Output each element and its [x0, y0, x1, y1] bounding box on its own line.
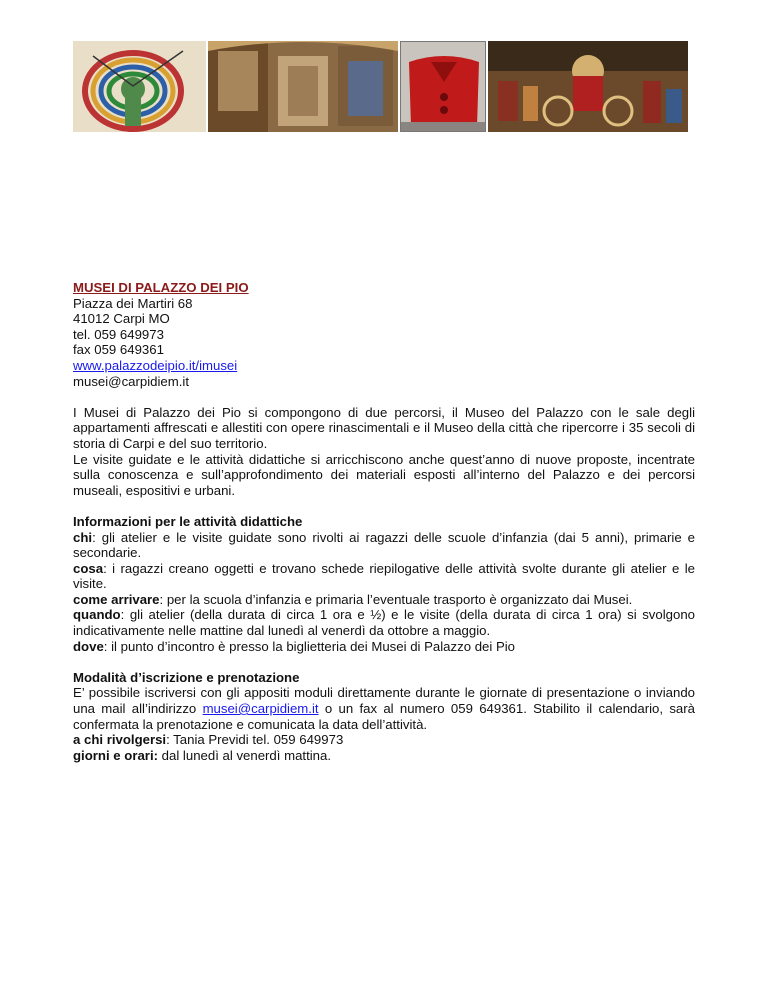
dove-text: : il punto d’incontro è presso la biglietteria dei Musei di Palazzo dei Pio	[103, 638, 516, 654]
museum-title: MUSEI DI PALAZZO DEI PIO	[73, 280, 249, 295]
booking-hours	[73, 748, 695, 764]
info-cosa	[73, 561, 695, 592]
info-dove	[73, 639, 695, 655]
banner-image-triumph-painting	[488, 41, 688, 132]
hours-label: giorni e orari:	[73, 747, 158, 763]
museum-email: musei@carpidiem.it	[73, 373, 189, 389]
intro-paragraph-2: Le visite guidate e le attività didattiche si arricchiscono anche quest’anno di nuove proposte, incentrate sulla conoscenza e sull’approfondimento dei materiali esposti all’interno del Palazzo e dei percorsi museali, espositivi e urbani.	[73, 451, 695, 498]
cosa-label: cosa	[73, 560, 104, 576]
info-quando	[73, 607, 695, 638]
arrivare-text: : per la scuola d’infanzia e primaria l’eventuale trasporto è organizzato dai Musei.	[159, 591, 633, 607]
museum-fax: fax 059 649361	[73, 342, 164, 358]
website-link[interactable]: www.palazzodeipio.it/imusei	[73, 357, 238, 373]
museum-telephone: tel. 059 649973	[73, 326, 164, 342]
booking-email-link[interactable]: musei@carpidiem.it	[202, 701, 319, 717]
chi-label: chi	[73, 529, 93, 545]
booking-text-after: o un fax al numero 059 649361. Stabilito il calendario, sarà confermata la prenotazione e comunicata la data dell’attività.	[73, 701, 695, 732]
info-heading: Informazioni per le attività didattiche	[73, 513, 303, 529]
booking-heading: Modalità d’iscrizione e prenotazione	[73, 669, 300, 685]
contact-text: : Tania Previdi tel. 059 649973	[166, 732, 344, 748]
info-chi	[73, 530, 695, 561]
quando-text: : gli atelier (della durata di circa 1 ora e ½) e le visite (della durata di circa 1 ora) si svolgono indicativamente nelle mattine dal lunedì al venerdì da ottobre a maggio.	[73, 607, 695, 639]
booking-text-before: E’ possibile iscriversi con gli appositi moduli direttamente durante le giornate di presentazione o inviando una mail all’indirizzo	[73, 685, 695, 717]
banner-image-frescoed-rooms	[208, 41, 398, 132]
banner-image-astrolabe	[73, 41, 206, 132]
museum-city: 41012 Carpi MO	[73, 311, 170, 327]
chi-text: : gli atelier e le visite guidate sono rivolti ai ragazzi delle scuole d’infanzia (dai 5 anni), primarie e secondarie.	[73, 529, 695, 561]
booking-paragraph	[73, 685, 695, 732]
banner-image-red-garment	[400, 41, 486, 132]
dove-label: dove	[73, 638, 104, 654]
arrivare-label: come arrivare	[73, 591, 160, 607]
document-body	[73, 280, 695, 763]
contact-label: a chi rivolgersi	[73, 732, 167, 748]
info-come-arrivare	[73, 592, 695, 608]
hours-text: dal lunedì al venerdì mattina.	[158, 747, 332, 763]
intro-paragraph-1: I Musei di Palazzo dei Pio si compongono di due percorsi, il Museo del Palazzo con le sale degli appartamenti affrescati e allestiti con opere rinascimentali e il Museo della città che ripercorre i 35 secoli di storia di Carpi e del suo territorio.	[73, 404, 695, 451]
quando-label: quando	[73, 607, 121, 623]
cosa-text: : i ragazzi creano oggetti e trovano schede riepilogative delle attività svolte durante gli atelier e le visite.	[73, 560, 695, 592]
header-banner	[73, 41, 690, 132]
booking-contact	[73, 732, 695, 748]
museum-address: Piazza dei Martiri 68	[73, 295, 193, 311]
